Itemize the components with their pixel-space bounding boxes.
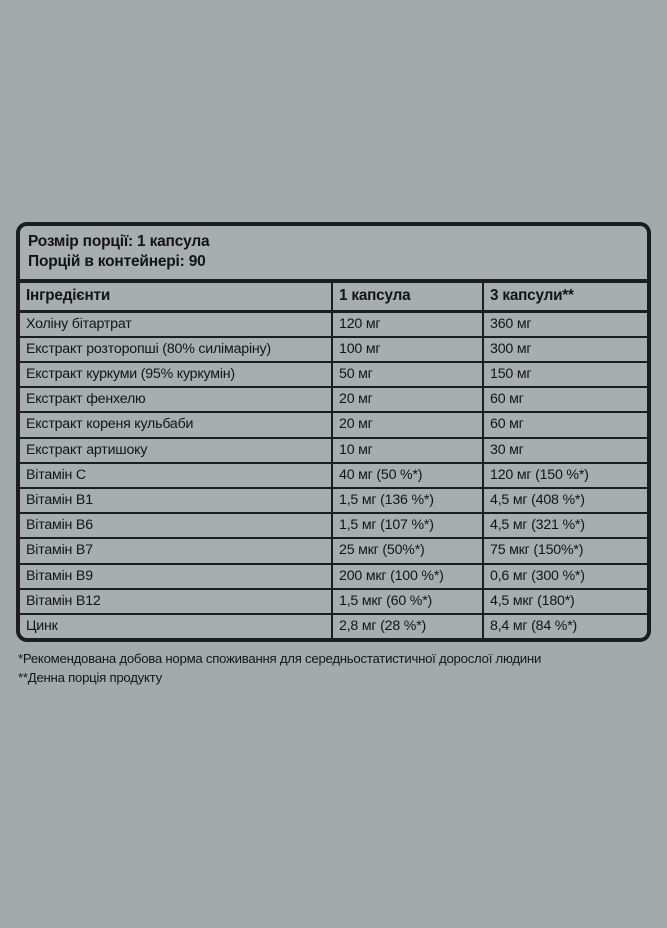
ingredient-amount-one-capsule-cell: 20 мг (333, 388, 484, 413)
ingredient-amount-three-capsules-cell: 120 мг (150 %*) (484, 464, 647, 489)
serving-info-block (20, 226, 647, 279)
column-header-ingredient: Інгредієнти (20, 283, 333, 312)
ingredient-name-cell: Екстракт куркуми (95% куркумін) (20, 363, 333, 388)
ingredient-name-cell: Екстракт фенхелю (20, 388, 333, 413)
table-row (20, 388, 647, 413)
ingredients-table (20, 283, 647, 638)
supplement-facts-label (16, 222, 651, 688)
table-row (20, 489, 647, 514)
table-row (20, 363, 647, 388)
ingredient-name-cell: Вітамін B1 (20, 489, 333, 514)
ingredient-amount-three-capsules-cell: 60 мг (484, 413, 647, 438)
ingredient-amount-one-capsule-cell: 1,5 мг (107 %*) (333, 514, 484, 539)
ingredient-name-cell: Вітамін B12 (20, 590, 333, 615)
table-row (20, 313, 647, 338)
ingredient-name-cell: Екстракт розторопші (80% силімаріну) (20, 338, 333, 363)
ingredient-name-cell: Цинк (20, 615, 333, 638)
ingredient-amount-one-capsule-cell: 20 мг (333, 413, 484, 438)
ingredient-amount-one-capsule-cell: 1,5 мкг (60 %*) (333, 590, 484, 615)
ingredient-amount-one-capsule-cell: 2,8 мг (28 %*) (333, 615, 484, 638)
ingredient-amount-three-capsules-cell: 8,4 мг (84 %*) (484, 615, 647, 638)
ingredient-name-cell: Вітамін B6 (20, 514, 333, 539)
ingredient-amount-one-capsule-cell: 40 мг (50 %*) (333, 464, 484, 489)
column-header-one-capsule: 1 капсула (333, 283, 484, 312)
table-row (20, 439, 647, 464)
ingredient-amount-three-capsules-cell: 300 мг (484, 338, 647, 363)
serving-size-text: Розмір порції: 1 капсула (28, 233, 210, 250)
ingredients-table-body (20, 283, 647, 638)
ingredient-name-cell: Холіну бітартрат (20, 313, 333, 338)
ingredient-amount-one-capsule-cell: 50 мг (333, 363, 484, 388)
table-row (20, 464, 647, 489)
ingredient-amount-three-capsules-cell: 150 мг (484, 363, 647, 388)
table-row (20, 565, 647, 590)
servings-per-container-text: Порцій в контейнері: 90 (28, 253, 206, 271)
supplement-facts-panel (16, 222, 651, 642)
ingredient-amount-one-capsule-cell: 25 мкг (50%*) (333, 539, 484, 564)
footnote: **Денна порція продукту (18, 670, 162, 686)
ingredient-amount-three-capsules-cell: 360 мг (484, 313, 647, 338)
table-row (20, 539, 647, 564)
table-row (20, 615, 647, 638)
ingredient-amount-three-capsules-cell: 4,5 мг (321 %*) (484, 514, 647, 539)
ingredient-name-cell: Екстракт артишоку (20, 439, 333, 464)
table-row (20, 413, 647, 438)
ingredient-amount-one-capsule-cell: 120 мг (333, 313, 484, 338)
table-row (20, 338, 647, 363)
ingredient-name-cell: Вітамін B7 (20, 539, 333, 564)
column-header-three-capsules: 3 капсули** (484, 283, 647, 312)
ingredient-amount-three-capsules-cell: 4,5 мкг (180*) (484, 590, 647, 615)
ingredient-name-cell: Екстракт кореня кульбаби (20, 413, 333, 438)
ingredient-amount-three-capsules-cell: 60 мг (484, 388, 647, 413)
ingredient-amount-one-capsule-cell: 100 мг (333, 338, 484, 363)
ingredient-amount-one-capsule-cell: 200 мкг (100 %*) (333, 565, 484, 590)
ingredient-amount-three-capsules-cell: 0,6 мг (300 %*) (484, 565, 647, 590)
footnotes-block (16, 649, 651, 687)
ingredient-name-cell: Вітамін B9 (20, 565, 333, 590)
ingredient-amount-three-capsules-cell: 75 мкг (150%*) (484, 539, 647, 564)
table-row (20, 590, 647, 615)
ingredient-amount-three-capsules-cell: 4,5 мг (408 %*) (484, 489, 647, 514)
ingredient-amount-three-capsules-cell: 30 мг (484, 439, 647, 464)
footnote: *Рекомендована добова норма споживання для середньостатистичної дорослої людини (18, 651, 542, 667)
table-row (20, 514, 647, 539)
ingredient-name-cell: Вітамін C (20, 464, 333, 489)
ingredient-amount-one-capsule-cell: 1,5 мг (136 %*) (333, 489, 484, 514)
ingredient-amount-one-capsule-cell: 10 мг (333, 439, 484, 464)
table-header-row (20, 283, 647, 312)
